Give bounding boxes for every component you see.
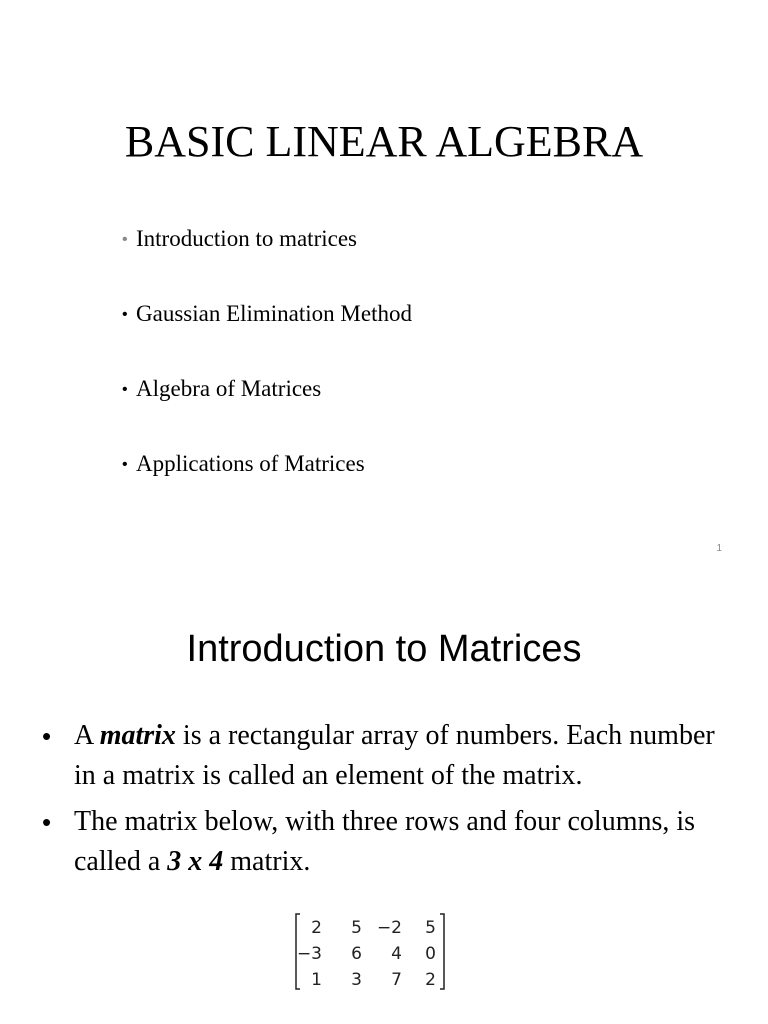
matrix-cells	[297, 918, 436, 990]
term-dimensions: 3 x 4	[167, 846, 224, 877]
term-matrix: matrix	[99, 720, 176, 751]
page-number: 1	[716, 543, 722, 554]
list-item	[122, 224, 412, 299]
paragraph-lead: The matrix below, with three rows and four columns, is called a	[74, 806, 696, 877]
matrix-cell: 1	[311, 970, 322, 990]
list-item	[122, 374, 412, 449]
paragraph-rest: matrix.	[223, 846, 311, 877]
list-item	[40, 716, 740, 796]
topic-label: Introduction to matrices	[136, 226, 357, 251]
matrix-cell: 4	[391, 944, 402, 964]
bullet-icon: •	[122, 456, 128, 473]
matrix-cell: 2	[311, 918, 322, 938]
list-item	[40, 802, 740, 882]
slide-title: BASIC LINEAR ALGEBRA	[124, 117, 644, 166]
list-item	[122, 299, 412, 374]
list-item	[122, 449, 412, 524]
matrix-cell: 5	[351, 918, 362, 938]
matrix-svg	[294, 913, 446, 991]
topic-label: Applications of Matrices	[136, 451, 365, 476]
matrix-cell: −3	[296, 944, 322, 964]
bullet-icon: •	[122, 231, 128, 248]
matrix-cell: −2	[376, 918, 402, 938]
paragraph-lead: A	[74, 720, 100, 751]
right-bracket	[440, 914, 444, 989]
topic-label: Algebra of Matrices	[136, 376, 322, 401]
topic-list	[122, 224, 412, 524]
matrix-cell: 7	[391, 970, 402, 990]
matrix-cell: 2	[425, 970, 436, 990]
slide-2	[0, 570, 768, 1024]
matrix-cell: 0	[425, 944, 436, 964]
bullet-icon: •	[42, 721, 52, 751]
matrix-cell: 6	[351, 944, 362, 964]
bullet-icon: •	[122, 381, 128, 398]
bullet-icon: •	[122, 306, 128, 323]
paragraph-rest: is a rectangular array of numbers. Each number in a matrix is called an element of the matrix.	[74, 720, 715, 791]
slide-title: Introduction to Matrices	[186, 628, 582, 670]
matrix-figure	[294, 913, 446, 991]
bullet-icon: •	[42, 807, 52, 837]
topic-label: Gaussian Elimination Method	[136, 301, 412, 326]
matrix-cell: 3	[351, 970, 362, 990]
body-list	[40, 716, 740, 888]
matrix-cell: 5	[425, 918, 436, 938]
